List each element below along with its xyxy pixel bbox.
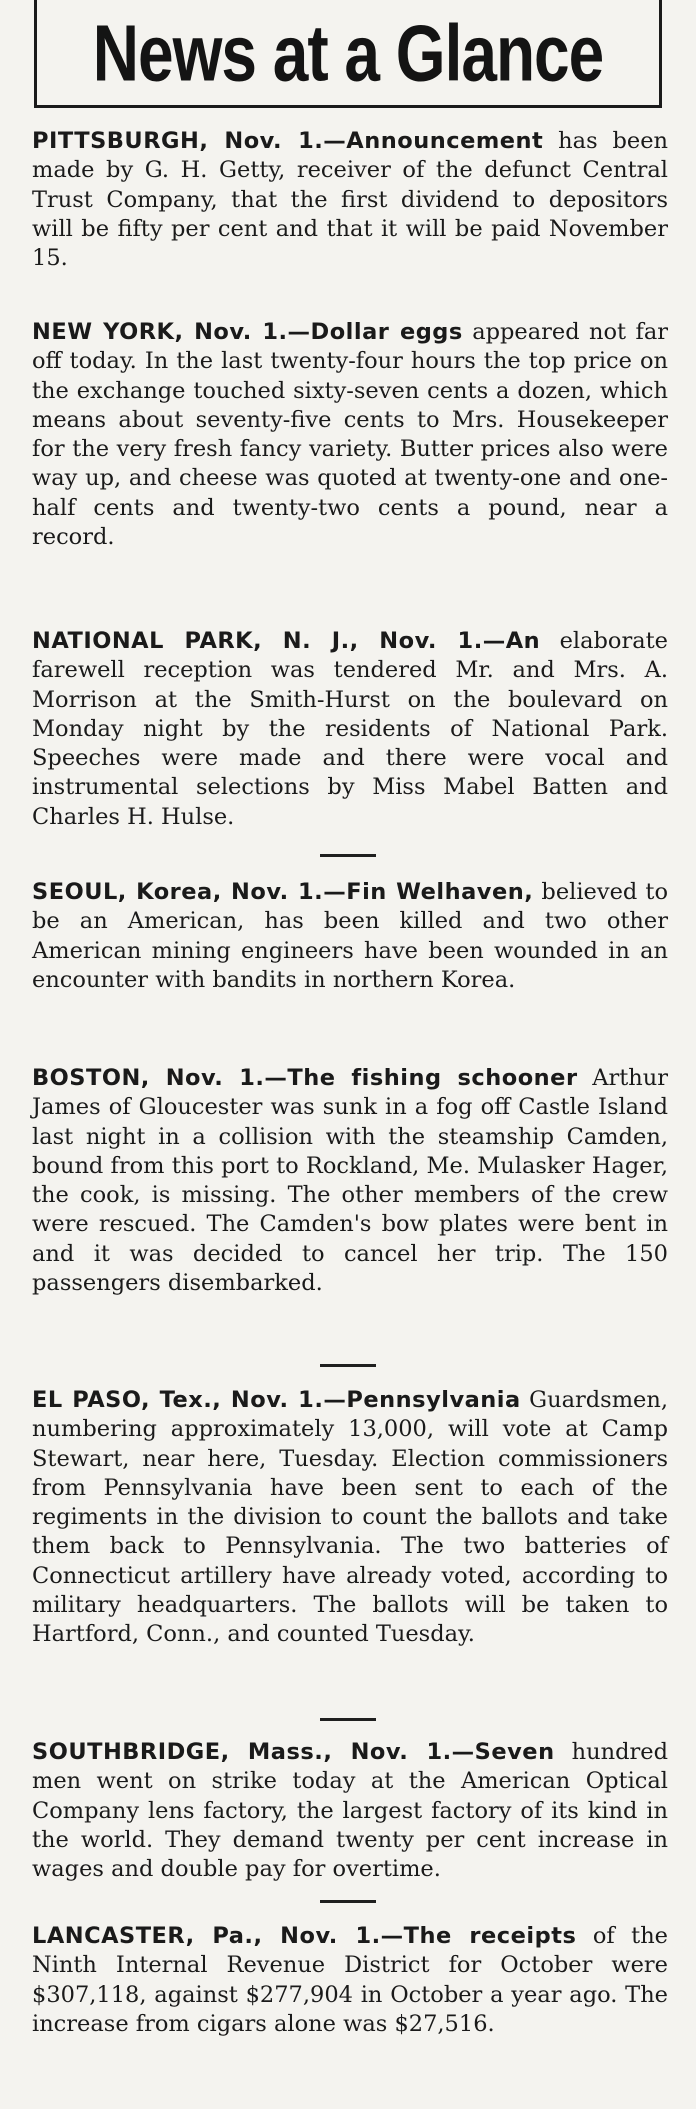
news-item-southbridge [32,1738,668,1884]
news-body: hundred men went on strike today at the American Optical Company lens factory, the largest factory of its kind in the world. They demand twenty per cent increase in wages and double pay for overtime. [32,1739,668,1883]
news-item-text [32,1064,668,1298]
news-dateline: PITTSBURGH, Nov. 1.—Announcement [32,128,544,154]
news-dateline: SOUTHBRIDGE, Mass., Nov. 1.—Seven [32,1739,555,1765]
news-dateline: SEOUL, Korea, Nov. 1.—Fin Welhaven, [32,879,534,905]
page-title: News at a Glance [92,7,604,98]
news-body: believed to be an American, has been killed and two other American mining engineers have been wounded in an encounter with bandits in northern Korea. [32,879,668,993]
news-dateline: BOSTON, Nov. 1.—The fishing schooner [32,1065,578,1091]
news-item-text [32,878,668,995]
news-item-new-york [32,318,668,552]
news-body: appeared not far off today. In the last twenty-four hours the top price on the exchange touched sixty-seven cents a dozen, which means about seventy-five cents to Mrs. Housekeeper for the very fresh fancy variety. Butter prices also were way up, and cheese was quoted at twenty-one and one-half cents and twenty-two cents a pound, near a record. [32,319,668,551]
news-item-lancaster [32,1922,668,2039]
news-item-national-park [32,627,668,832]
section-divider [320,1718,376,1721]
section-divider [320,854,376,857]
news-item-text [32,127,668,273]
news-body: elaborate farewell reception was tendered Mr. and Mrs. A. Morrison at the Smith-Hurst on the boulevard on Monday night by the residents of National Park. Speeches were made and there were vocal and instrumental selections by Miss Mabel Batten and Charles H. Hulse. [32,628,668,830]
news-item-seoul [32,878,668,995]
news-dateline: EL PASO, Tex., Nov. 1.—Pennsylvania [32,1387,521,1413]
news-dateline: LANCASTER, Pa., Nov. 1.—The receipts [32,1923,577,1949]
news-item-el-paso [32,1386,668,1650]
news-dateline: NATIONAL PARK, N. J., Nov. 1.—An [32,628,541,654]
news-body: of the Ninth Internal Revenue District for October were $307,118, against $277,904 in October a year ago. The increase from cigars alone was $27,516. [32,1923,668,2037]
news-item-boston [32,1064,668,1298]
news-body: Arthur James of Gloucester was sunk in a fog off Castle Island last night in a collision with the steamship Camden, bound from this port to Rockland, Me. Mulasker Hager, the cook, is missing. The other members of the crew were rescued. The Camden's bow plates were bent in and it was decided to cancel her trip. The 150 passengers disembarked. [32,1065,669,1297]
section-divider [320,1364,376,1367]
news-item-text [32,318,668,552]
news-body: has been made by G. H. Getty, receiver of the defunct Central Trust Company, that the first dividend to depositors will be fifty per cent and that it will be paid November 15. [32,128,668,272]
news-body: Guardsmen, numbering approximately 13,000, will vote at Camp Stewart, near here, Tuesday. Election commissioners from Pennsylvania have been sent to each of the regiments in the division to count the ballots and take them back to Pennsylvania. The two batteries of Connecticut artillery have already voted, according to military headquarters. The ballots will be taken to Hartford, Conn., and counted Tuesday. [32,1387,669,1648]
news-item-pittsburgh [32,127,668,273]
masthead-box [34,0,662,108]
news-item-text [32,1738,668,1884]
news-item-text [32,1922,668,2039]
news-item-text [32,1386,668,1650]
section-divider [320,1900,376,1903]
news-dateline: NEW YORK, Nov. 1.—Dollar eggs [32,319,463,345]
news-item-text [32,627,668,832]
